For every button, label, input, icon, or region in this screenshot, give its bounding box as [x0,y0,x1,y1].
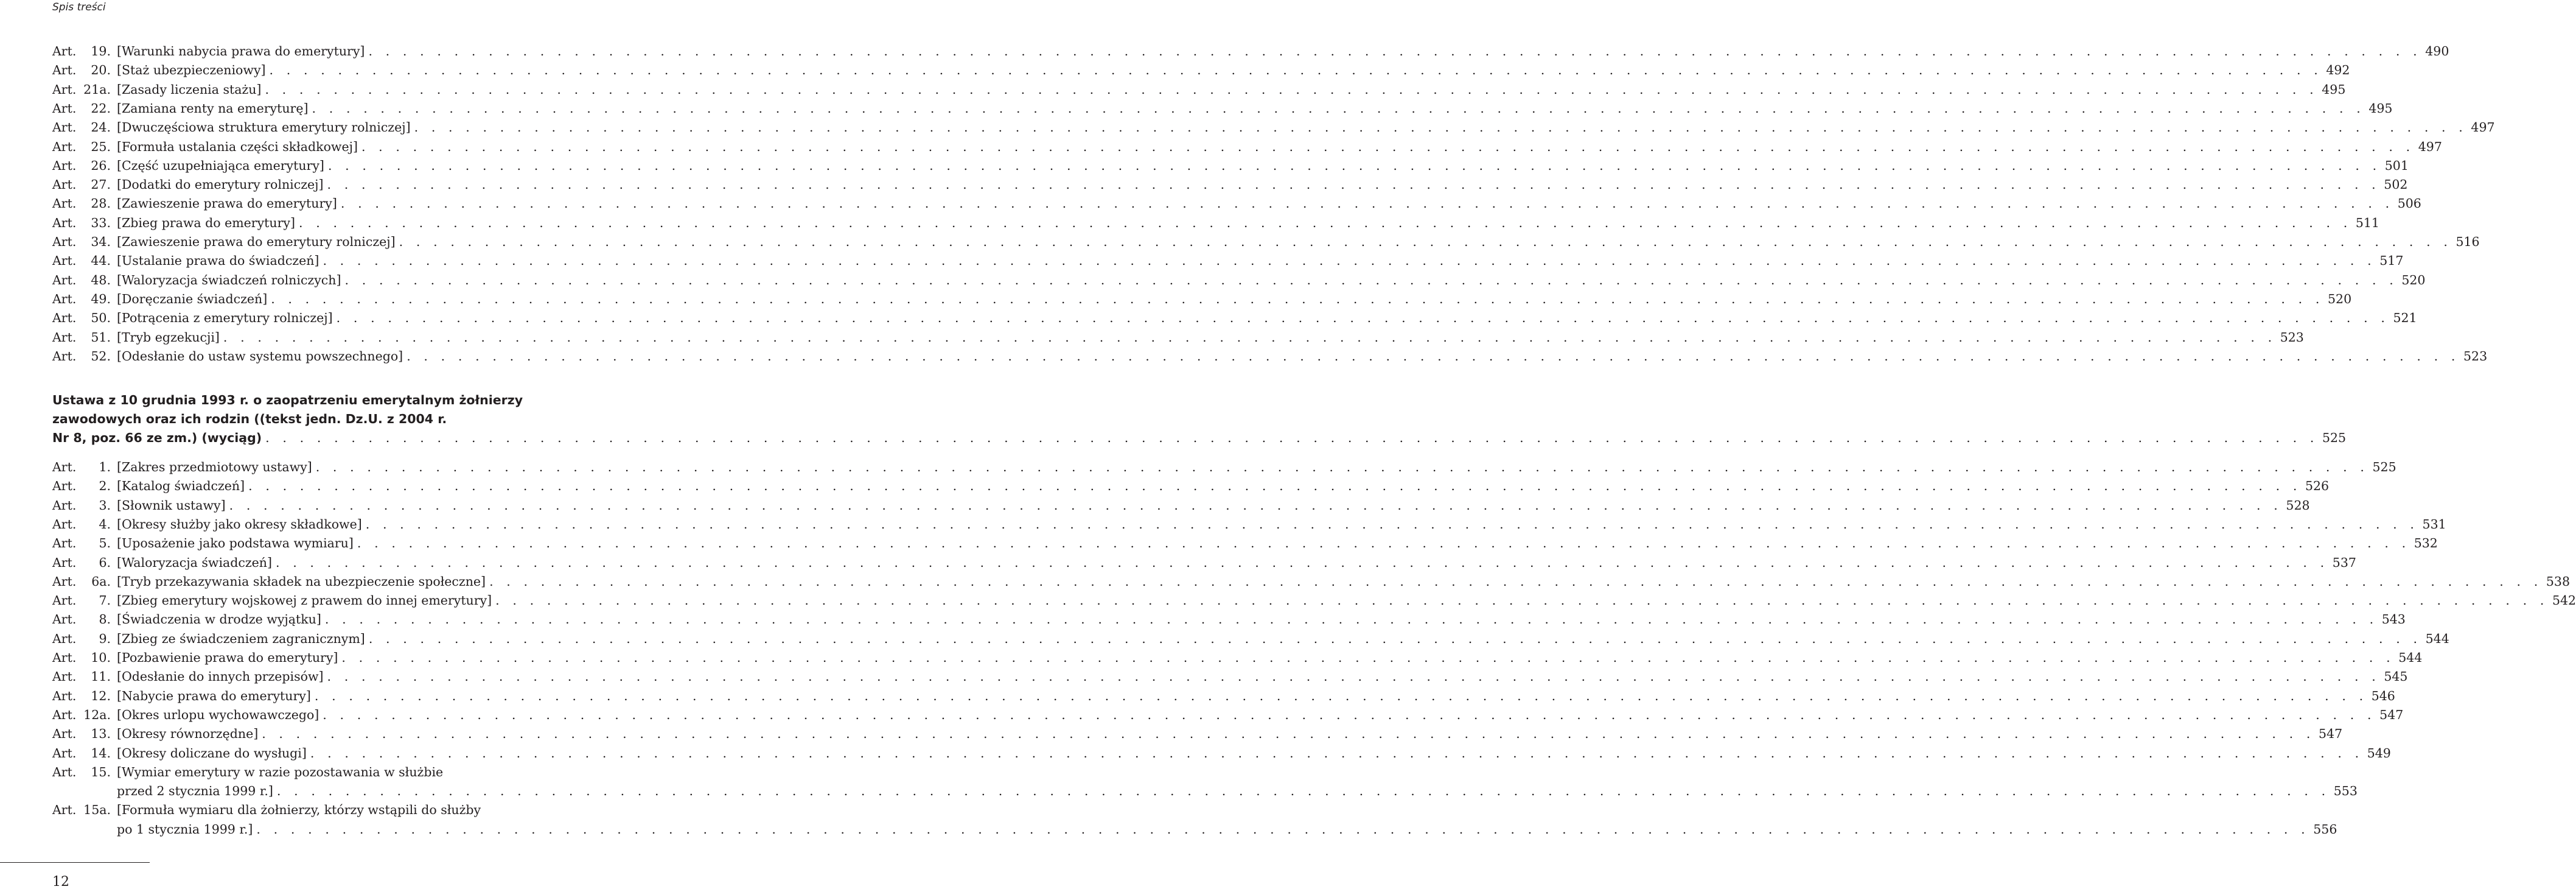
dot-leader: . . . . . . . . . . . . . . . . . . . . . . . . . . . . . . . . . . . . . . . . . . . . . . . . . . . . . . . . . . . . . . . . . . . . . . . . . . . . . . . . . . . . . . . . . . . . . . . . . . . . . . . . . . . . . . . . . . . . . . . . [495,593,2549,608]
toc-article-label: Art. [52,234,77,249]
toc-page-number: 502 [2384,177,2408,192]
toc-entry-title: [Tryb przekazywania składek na ubezpieczenie społeczne] [117,574,486,589]
toc-article-number: 22. [91,100,111,116]
toc-page-number: 556 [2313,821,2337,837]
toc-entry [52,251,2404,270]
toc-page-number: 546 [2371,688,2395,703]
toc-entry-title: [Formuła wymiaru dla żołnierzy, którzy wstąpili do służby [117,802,481,818]
toc-entry-title: [Potrącenia z emerytury rolniczej] [117,311,333,326]
toc-entry-title: [Warunki nabycia prawa do emerytury] [117,44,365,58]
toc-entry [52,99,2393,118]
dot-leader: . . . . . . . . . . . . . . . . . . . . . . . . . . . . . . . . . . . . . . . . . . . . . . . . . . . . . . . . . . . . . . . . . . . . . . . . . . . . . . . . . . . . . . . . . . . . . . . . . . . . . . . . . . . . . . . . . . . . . . . . [271,291,2325,306]
toc-entry [52,233,2480,251]
dot-leader: . . . . . . . . . . . . . . . . . . . . . . . . . . . . . . . . . . . . . . . . . . . . . . . . . . . . . . . . . . . . . . . . . . . . . . . . . . . . . . . . . . . . . . . . . . . . . . . . . . . . . . . . . . . . . . . . . . . . . . . . [223,329,2277,345]
toc-article-label: Art. [52,650,77,665]
toc-article-number: 28. [91,196,111,211]
toc-article-label: Art. [52,669,77,684]
toc-entry-title: po 1 stycznia 1999 r.] [117,821,253,837]
toc-entry [52,347,2488,366]
toc-article-label: Art. [52,139,77,154]
toc-entry-title: [Waloryzacja świadczeń] [117,555,272,570]
toc-article-number: 6. [99,555,111,570]
toc-entry [52,763,584,782]
toc-article-number: 52. [91,348,111,363]
toc-entry-title: [Odesłanie do ustaw systemu powszechnego] [117,348,403,363]
toc-article-label: Art. [52,460,77,474]
toc-page-number: 495 [2368,100,2393,116]
dot-leader: . . . . . . . . . . . . . . . . . . . . . . . . . . . . . . . . . . . . . . . . . . . . . . . . . . . . . . . . . . . . . . . . . . . . . . . . . . . . . . . . . . . . . . . . . . . . . . . . . . . . . . . . . . . . . . . . . . . . . . . . [327,669,2381,684]
toc-entry [52,572,2571,591]
toc-article-label: Art. [52,120,77,135]
toc-entry-title: [Zasady liczenia stażu] [117,82,262,97]
toc-article-number: 48. [91,272,111,287]
toc-article-label: Art. [52,764,77,779]
toc-entry-continuation [52,782,2358,801]
toc-entry [52,515,2446,534]
toc-page-number: 492 [2326,63,2350,78]
toc-article-label: Art. [52,158,77,173]
toc-article-number: 13. [91,726,111,742]
toc-entry-title: [Dodatki do emerytury rolniczej] [117,177,324,192]
toc-article-number: 44. [91,253,111,269]
dot-leader: . . . . . . . . . . . . . . . . . . . . . . . . . . . . . . . . . . . . . . . . . . . . . . . . . . . . . . . . . . . . . . . . . . . . . . . . . . . . . . . . . . . . . . . . . . . . . . . . . . . . . . . . . . . . . . . . . . . . . . . . [310,745,2364,760]
dot-leader: . . . . . . . . . . . . . . . . . . . . . . . . . . . . . . . . . . . . . . . . . . . . . . . . . . . . . . . . . . . . . . . . . . . . . . . . . . . . . . . . . . . . . . . . . . . . . . . . . . . . . . . . . . . . . . . . . . . . . . . . [327,158,2381,173]
toc-article-label: Art. [52,574,77,589]
toc-page-number: 520 [2401,272,2426,287]
dot-leader: . . . . . . . . . . . . . . . . . . . . . . . . . . . . . . . . . . . . . . . . . . . . . . . . . . . . . . . . . . . . . . . . . . . . . . . . . . . . . . . . . . . . . . . . . . . . . . . . . . . . . . . . . . . . . . . . . . . . . . . . [323,253,2376,269]
toc-page-number: 501 [2384,158,2409,173]
toc-entry [52,156,2409,175]
toc-page-number: 528 [2286,497,2310,513]
toc-article-number: 34. [91,234,111,249]
toc-entry-title: [Doręczanie świadczeń] [117,291,268,306]
toc-page-number: 525 [2372,460,2396,474]
toc-entry [52,138,2442,156]
toc-article-label: Art. [52,272,77,287]
dot-leader: . . . . . . . . . . . . . . . . . . . . . . . . . . . . . . . . . . . . . . . . . . . . . . . . . . . . . . . . . . . . . . . . . . . . . . . . . . . . . . . . . . . . . . . . . . . . . . . . . . . . . . . . . . . . . . . . . . . . . . . . [248,479,2302,494]
toc-entry-title: [Zawieszenie prawa do emerytury] [117,196,337,211]
toc-page-number: 495 [2322,82,2346,97]
toc-page-number: 547 [2319,726,2343,742]
dot-leader: . . . . . . . . . . . . . . . . . . . . . . . . . . . . . . . . . . . . . . . . . . . . . . . . . . . . . . . . . . . . . . . . . . . . . . . . . . . . . . . . . . . . . . . . . . . . . . . . . . . . . . . . . . . . . . . . . . . . . . . . [315,460,2369,474]
toc-entry [52,801,584,820]
toc-article-number: 14. [91,745,111,760]
toc-article-label: Art. [52,82,77,97]
toc-page-number: 531 [2422,516,2446,532]
toc-article-number: 7. [99,593,111,608]
toc-page-number: 537 [2332,555,2356,570]
dot-leader: . . . . . . . . . . . . . . . . . . . . . . . . . . . . . . . . . . . . . . . . . . . . . . . . . . . . . . . . . . . . . . . . . . . . . . . . . . . . . . . . . . . . . . . . . . . . . . . . . . . . . . . . . . . . . . . . . . . . . . . . [368,631,2422,646]
toc-page-number: 497 [2471,120,2495,135]
toc-article-number: 15a. [83,802,111,818]
toc-article-number: 33. [91,215,111,230]
section-heading-line: zawodowych oraz ich rodzin ((tekst jedn. Dz.U. z 2004 r. [52,412,447,426]
dot-leader: . . . . . . . . . . . . . . . . . . . . . . . . . . . . . . . . . . . . . . . . . . . . . . . . . . . . . . . . . . . . . . . . . . . . . . . . . . . . . . . . . . . . . . . . . . . . . . . . . . . . . . . . . . . . . . . . . . . . . . . . [314,688,2368,703]
dot-leader: . . . . . . . . . . . . . . . . . . . . . . . . . . . . . . . . . . . . . . . . . . . . . . . . . . . . . . . . . . . . . . . . . . . . . . . . . . . . . . . . . . . . . . . . . . . . . . . . . . . . . . . . . . . . . . . . . . . . . . . . [275,555,2329,570]
dot-leader: . . . . . . . . . . . . . . . . . . . . . . . . . . . . . . . . . . . . . . . . . . . . . . . . . . . . . . . . . . . . . . . . . . . . . . . . . . . . . . . . . . . . . . . . . . . . . . . . . . . . . . . . . . . . . . . . . . . . . . . . [327,177,2381,192]
toc-entry-title: [Okresy służby jako okresy składkowe] [117,516,362,532]
toc-entry-title: [Ustalanie prawa do świadczeń] [117,253,319,269]
toc-entry-title: [Formuła ustalania części składkowej] [117,139,358,154]
toc-page-number: 526 [2305,479,2330,494]
toc-entry-title: [Okres urlopu wychowawczego] [117,707,319,722]
toc-article-label: Art. [52,688,77,703]
toc-entry-title: [Katalog świadczeń] [117,479,245,494]
toc-entry-title: przed 2 stycznia 1999 r.] [117,784,273,799]
dot-leader: . . . . . . . . . . . . . . . . . . . . . . . . . . . . . . . . . . . . . . . . . . . . . . . . . . . . . . . . . . . . . . . . . . . . . . . . . . . . . . . . . . . . . . . . . . . . . . . . . . . . . . . . . . . . . . . . . . . . . . . . [407,348,2460,363]
toc-entry [52,42,2449,61]
toc-entry [52,458,2396,477]
dot-leader: . . . . . . . . . . . . . . . . . . . . . . . . . . . . . . . . . . . . . . . . . . . . . . . . . . . . . . . . . . . . . . . . . . . . . . . . . . . . . . . . . . . . . . . . . . . . . . . . . . . . . . . . . . . . . . . . . . . . . . . . [323,707,2376,722]
toc-article-label: Art. [52,311,77,326]
dot-leader: . . . . . . . . . . . . . . . . . . . . . . . . . . . . . . . . . . . . . . . . . . . . . . . . . . . . . . . . . . . . . . . . . . . . . . . . . . . . . . . . . . . . . . . . . . . . . . . . . . . . . . . . . . . . . . . . . . . . . . . . [312,100,2365,116]
toc-entry-title: [Waloryzacja świadczeń rolniczych] [117,272,341,287]
footer-rule [0,862,150,863]
toc-entry-title: [Uposażenie jako podstawa wymiaru] [117,536,354,551]
toc-article-number: 4. [99,516,111,532]
toc-entry-title: [Pozbawienie prawa do emerytury] [117,650,338,665]
toc-page-number: 511 [2355,215,2379,230]
toc-entry-title: [Okresy doliczane do wysługi] [117,745,307,760]
toc-page-number: 538 [2546,574,2571,589]
dot-leader: . . . . . . . . . . . . . . . . . . . . . . . . . . . . . . . . . . . . . . . . . . . . . . . . . . . . . . . . . . . . . . . . . . . . . . . . . . . . . . . . . . . . . . . . . . . . . . . . . . . . . . . . . . . . . . . . . . . . . . . . [368,44,2422,58]
toc-entry-title: [Staż ubezpieczeniowy] [117,63,266,78]
toc-article-number: 5. [99,536,111,551]
dot-leader: . . . . . . . . . . . . . . . . . . . . . . . . . . . . . . . . . . . . . . . . . . . . . . . . . . . . . . . . . . . . . . . . . . . . . . . . . . . . . . . . . . . . . . . . . . . . . . . . . . . . . . . . . . . . . . . . . . . . . . . . [489,574,2543,589]
toc-article-number: 21a. [83,82,111,97]
toc-entry [52,309,2417,328]
toc-entry [52,61,2350,80]
toc-entry [52,687,2395,706]
toc-entry [52,667,2408,686]
toc-article-number: 20. [91,63,111,78]
toc-article-label: Art. [52,479,77,494]
toc-entry [52,534,2438,553]
toc-entry [52,591,2576,610]
toc-entry [52,175,2408,194]
toc-article-number: 12a. [83,707,111,722]
toc-page-number: 547 [2379,707,2404,722]
toc-entry [52,290,2352,309]
dot-leader: . . . . . . . . . . . . . . . . . . . . . . . . . . . . . . . . . . . . . . . . . . . . . . . . . . . . . . . . . . . . . . . . . . . . . . . . . . . . . . . . . . . . . . . . . . . . . . . . . . . . . . . . . . . . . . . . . . . . . . . . [299,215,2352,230]
toc-article-number: 12. [91,688,111,703]
dot-leader: . . . . . . . . . . . . . . . . . . . . . . . . . . . . . . . . . . . . . . . . . . . . . . . . . . . . . . . . . . . . . . . . . . . . . . . . . . . . . . . . . . . . . . . . . . . . . . . . . . . . . . . . . . . . . . . . . . . . . . . . [276,784,2330,799]
toc-article-label: Art. [52,497,77,513]
dot-leader: . . . . . . . . . . . . . . . . . . . . . . . . . . . . . . . . . . . . . . . . . . . . . . . . . . . . . . . . . . . . . . . . . . . . . . . . . . . . . . . . . . . . . . . . . . . . . . . . . . . . . . . . . . . . . . . . . . . . . . . . [269,63,2323,78]
toc-article-number: 8. [99,612,111,627]
toc-page-number: 549 [2367,745,2391,760]
toc-article-number: 25. [91,139,111,154]
toc-article-label: Art. [52,612,77,627]
toc-entry [52,648,2423,667]
dot-leader: . . . . . . . . . . . . . . . . . . . . . . . . . . . . . . . . . . . . . . . . . . . . . . . . . . . . . . . . . . . . . . . . . . . . . . . . . . . . . . . . . . . . . . . . . . . . . . . . . . . . . . . . . . . . . . . . . . . . . . . . [361,139,2415,154]
toc-article-label: Art. [52,536,77,551]
toc-article-label: Art. [52,707,77,722]
toc-entry [52,80,2346,99]
toc-article-number: 6a. [91,574,111,589]
toc-article-label: Art. [52,63,77,78]
section-heading-line: Ustawa z 10 grudnia 1993 r. o zaopatrzeniu emerytalnym żołnierzy [52,393,523,407]
toc-article-number: 2. [99,479,111,494]
toc-article-number: 15. [91,764,111,779]
toc-entry-title: [Tryb egzekucji] [117,329,220,345]
section-page-number: 525 [2322,430,2347,445]
toc-entry-title: [Okresy równorzędne] [117,726,259,742]
page-number: 12 [52,874,69,890]
toc-entry [52,553,2356,572]
toc-article-number: 9. [99,631,111,646]
toc-entry-title: [Dwuczęściowa struktura emerytury rolniczej] [117,120,411,135]
toc-page-number: 523 [2280,329,2304,345]
toc-article-label: Art. [52,802,77,818]
dot-leader: . . . . . . . . . . . . . . . . . . . . . . . . . . . . . . . . . . . . . . . . . . . . . . . . . . . . . . . . . . . . . . . . . . . . . . . . . . . . . . . . . . . . . . . . . . . . . . . . . . . . . . . . . . . . . . . . . . . . . . . . [341,650,2395,665]
toc-page-number: 497 [2418,139,2442,154]
toc-article-label: Art. [52,745,77,760]
toc-article-label: Art. [52,516,77,532]
toc-entry-continuation [52,820,2337,839]
section-heading [52,391,2347,448]
dot-leader: . . . . . . . . . . . . . . . . . . . . . . . . . . . . . . . . . . . . . . . . . . . . . . . . . . . . . . . . . . . . . . . . . . . . . . . . . . . . . . . . . . . . . . . . . . . . . . . . . . . . . . . . . . . . . . . . . . . . . . . . [336,311,2390,326]
toc-entry [52,477,2330,496]
toc-entry-title: [Świadczenia w drodze wyjątku] [117,612,321,627]
toc-article-label: Art. [52,196,77,211]
toc-page-number: 517 [2379,253,2404,269]
toc-page-number: 544 [2425,631,2449,646]
toc-page-number: 516 [2456,234,2480,249]
dot-leader: . . . . . . . . . . . . . . . . . . . . . . . . . . . . . . . . . . . . . . . . . . . . . . . . . . . . . . . . . . . . . . . . . . . . . . . . . . . . . . . . . . . . . . . . . . . . . . . . . . . . . . . . . . . . . . . . . . . . . . . . [399,234,2452,249]
toc-article-label: Art. [52,177,77,192]
dot-leader: . . . . . . . . . . . . . . . . . . . . . . . . . . . . . . . . . . . . . . . . . . . . . . . . . . . . . . . . . . . . . . . . . . . . . . . . . . . . . . . . . . . . . . . . . . . . . . . . . . . . . . . . . . . . . . . . . . . . . . . . [365,516,2419,532]
toc-entry [52,328,2304,347]
toc-page-number: 553 [2333,784,2358,799]
toc-article-label: Art. [52,348,77,363]
toc-article-number: 1. [99,460,111,474]
toc-article-number: 50. [91,311,111,326]
toc-article-label: Art. [52,291,77,306]
dot-leader: . . . . . . . . . . . . . . . . . . . . . . . . . . . . . . . . . . . . . . . . . . . . . . . . . . . . . . . . . . . . . . . . . . . . . . . . . . . . . . . . . . . . . . . . . . . . . . . . . . . . . . . . . . . . . . . . . . . . . . . . [324,612,2378,627]
toc-page-number: 532 [2414,536,2438,551]
toc-entry [52,118,2495,137]
toc-page-number: 521 [2393,311,2417,326]
toc-entry-title: [Nabycie prawa do emerytury] [117,688,311,703]
toc-article-label: Art. [52,726,77,742]
toc-article-number: 3. [99,497,111,513]
toc-entry [52,496,2310,515]
toc-entry [52,744,2391,763]
dot-leader: . . . . . . . . . . . . . . . . . . . . . . . . . . . . . . . . . . . . . . . . . . . . . . . . . . . . . . . . . . . . . . . . . . . . . . . . . . . . . . . . . . . . . . . . . . . . . . . . . . . . . . . . . . . . . . . . . . . . . . . . [357,536,2410,551]
toc-article-number: 19. [91,44,111,58]
toc-page-number: 542 [2552,593,2576,608]
dot-leader: . . . . . . . . . . . . . . . . . . . . . . . . . . . . . . . . . . . . . . . . . . . . . . . . . . . . . . . . . . . . . . . . . . . . . . . . . . . . . . . . . . . . . . . . . . . . . . . . . . . . . . . . . . . . . . . . . . . . . . . . [340,196,2394,211]
toc-article-number: 51. [91,329,111,345]
toc-entry [52,214,2379,233]
toc-page-number: 544 [2398,650,2423,665]
toc-entry-title: [Zbieg ze świadczeniem zagranicznym] [117,631,365,646]
toc-page-number: 506 [2397,196,2421,211]
toc-page-number: 520 [2328,291,2352,306]
toc-article-number: 27. [91,177,111,192]
toc-page-number: 545 [2384,669,2408,684]
toc-entry [52,610,2406,629]
toc-entry-title: [Zakres przedmiotowy ustawy] [117,460,312,474]
toc-article-label: Art. [52,593,77,608]
dot-leader: . . . . . . . . . . . . . . . . . . . . . . . . . . . . . . . . . . . . . . . . . . . . . . . . . . . . . . . . . . . . . . . . . . . . . . . . . . . . . . . . . . . . . . . . . . . . . . . . . . . . . . . . . . . . . . . . . . . . . . . . [256,821,2310,837]
toc-entry-title: [Zawieszenie prawa do emerytury rolniczej] [117,234,396,249]
toc-article-label: Art. [52,631,77,646]
toc-article-number: 24. [91,120,111,135]
running-head: Spis treści [52,1,106,13]
toc-article-number: 49. [91,291,111,306]
dot-leader: . . . . . . . . . . . . . . . . . . . . . . . . . . . . . . . . . . . . . . . . . . . . . . . . . . . . . . . . . . . . . . . . . . . . . . . . . . . . . . . . . . . . . . . . . . . . . . . . . . . . . . . . . . . . . . . . . . . . . . . . [229,497,2283,513]
toc-article-number: 10. [91,650,111,665]
toc-entry-title: [Wymiar emerytury w razie pozostawania w służbie [117,764,444,779]
toc-entry-title: [Odesłanie do innych przepisów] [117,669,324,684]
toc-article-number: 11. [91,669,111,684]
toc-article-label: Art. [52,329,77,345]
toc-entry [52,630,2449,648]
toc-article-label: Art. [52,44,77,58]
toc-entry-title: [Zbieg emerytury wojskowej z prawem do innej emerytury] [117,593,492,608]
toc-entry [52,194,2421,213]
toc-article-number: 26. [91,158,111,173]
toc-page-number: 490 [2425,44,2449,58]
dot-leader: . . . . . . . . . . . . . . . . . . . . . . . . . . . . . . . . . . . . . . . . . . . . . . . . . . . . . . . . . . . . . . . . . . . . . . . . . . . . . . . . . . . . . . . . . . . . . . . . . . . . . . . . . . . . . . . . . . . . . . . . [265,82,2319,97]
dot-leader: . . . . . . . . . . . . . . . . . . . . . . . . . . . . . . . . . . . . . . . . . . . . . . . . . . . . . . . . . . . . . . . . . . . . . . . . . . . . . . . . . . . . . . . . . . . . . . . . . . . . . . . . . . . . . . . . . . . . . . . . [414,120,2468,135]
toc-article-label: Art. [52,215,77,230]
toc-entry-title: [Zbieg prawa do emerytury] [117,215,296,230]
toc-entry-title: [Część uzupełniająca emerytury] [117,158,324,173]
toc-article-label: Art. [52,253,77,269]
dot-leader: . . . . . . . . . . . . . . . . . . . . . . . . . . . . . . . . . . . . . . . . . . . . . . . . . . . . . . . . . . . . . . . . . . . . . . . . . . . . . . . . . . . . . . . . . . . . . . . . . . . . . . . . . . . . . . . . . . . . . . . . [262,726,2316,742]
toc-article-label: Art. [52,100,77,116]
dot-leader: . . . . . . . . . . . . . . . . . . . . . . . . . . . . . . . . . . . . . . . . . . . . . . . . . . . . . . . . . . . . . . . . . . . . . . . . . . . . . . . . . . . . . . . . . . . . . . . . . . . . . . . . . . . . . . . . . . . . . . . . [265,430,2319,445]
toc-page-number: 543 [2381,612,2406,627]
toc-page-number: 523 [2463,348,2488,363]
toc-entry [52,271,2426,290]
section-heading-line: Nr 8, poz. 66 ze zm.) (wyciąg) [52,430,262,445]
toc-entry [52,706,2404,725]
toc-entry-title: [Zamiana renty na emeryturę] [117,100,309,116]
dot-leader: . . . . . . . . . . . . . . . . . . . . . . . . . . . . . . . . . . . . . . . . . . . . . . . . . . . . . . . . . . . . . . . . . . . . . . . . . . . . . . . . . . . . . . . . . . . . . . . . . . . . . . . . . . . . . . . . . . . . . . . . [344,272,2398,287]
toc-entry-title: [Słownik ustawy] [117,497,226,513]
toc-article-label: Art. [52,555,77,570]
toc-entry [52,725,2343,743]
